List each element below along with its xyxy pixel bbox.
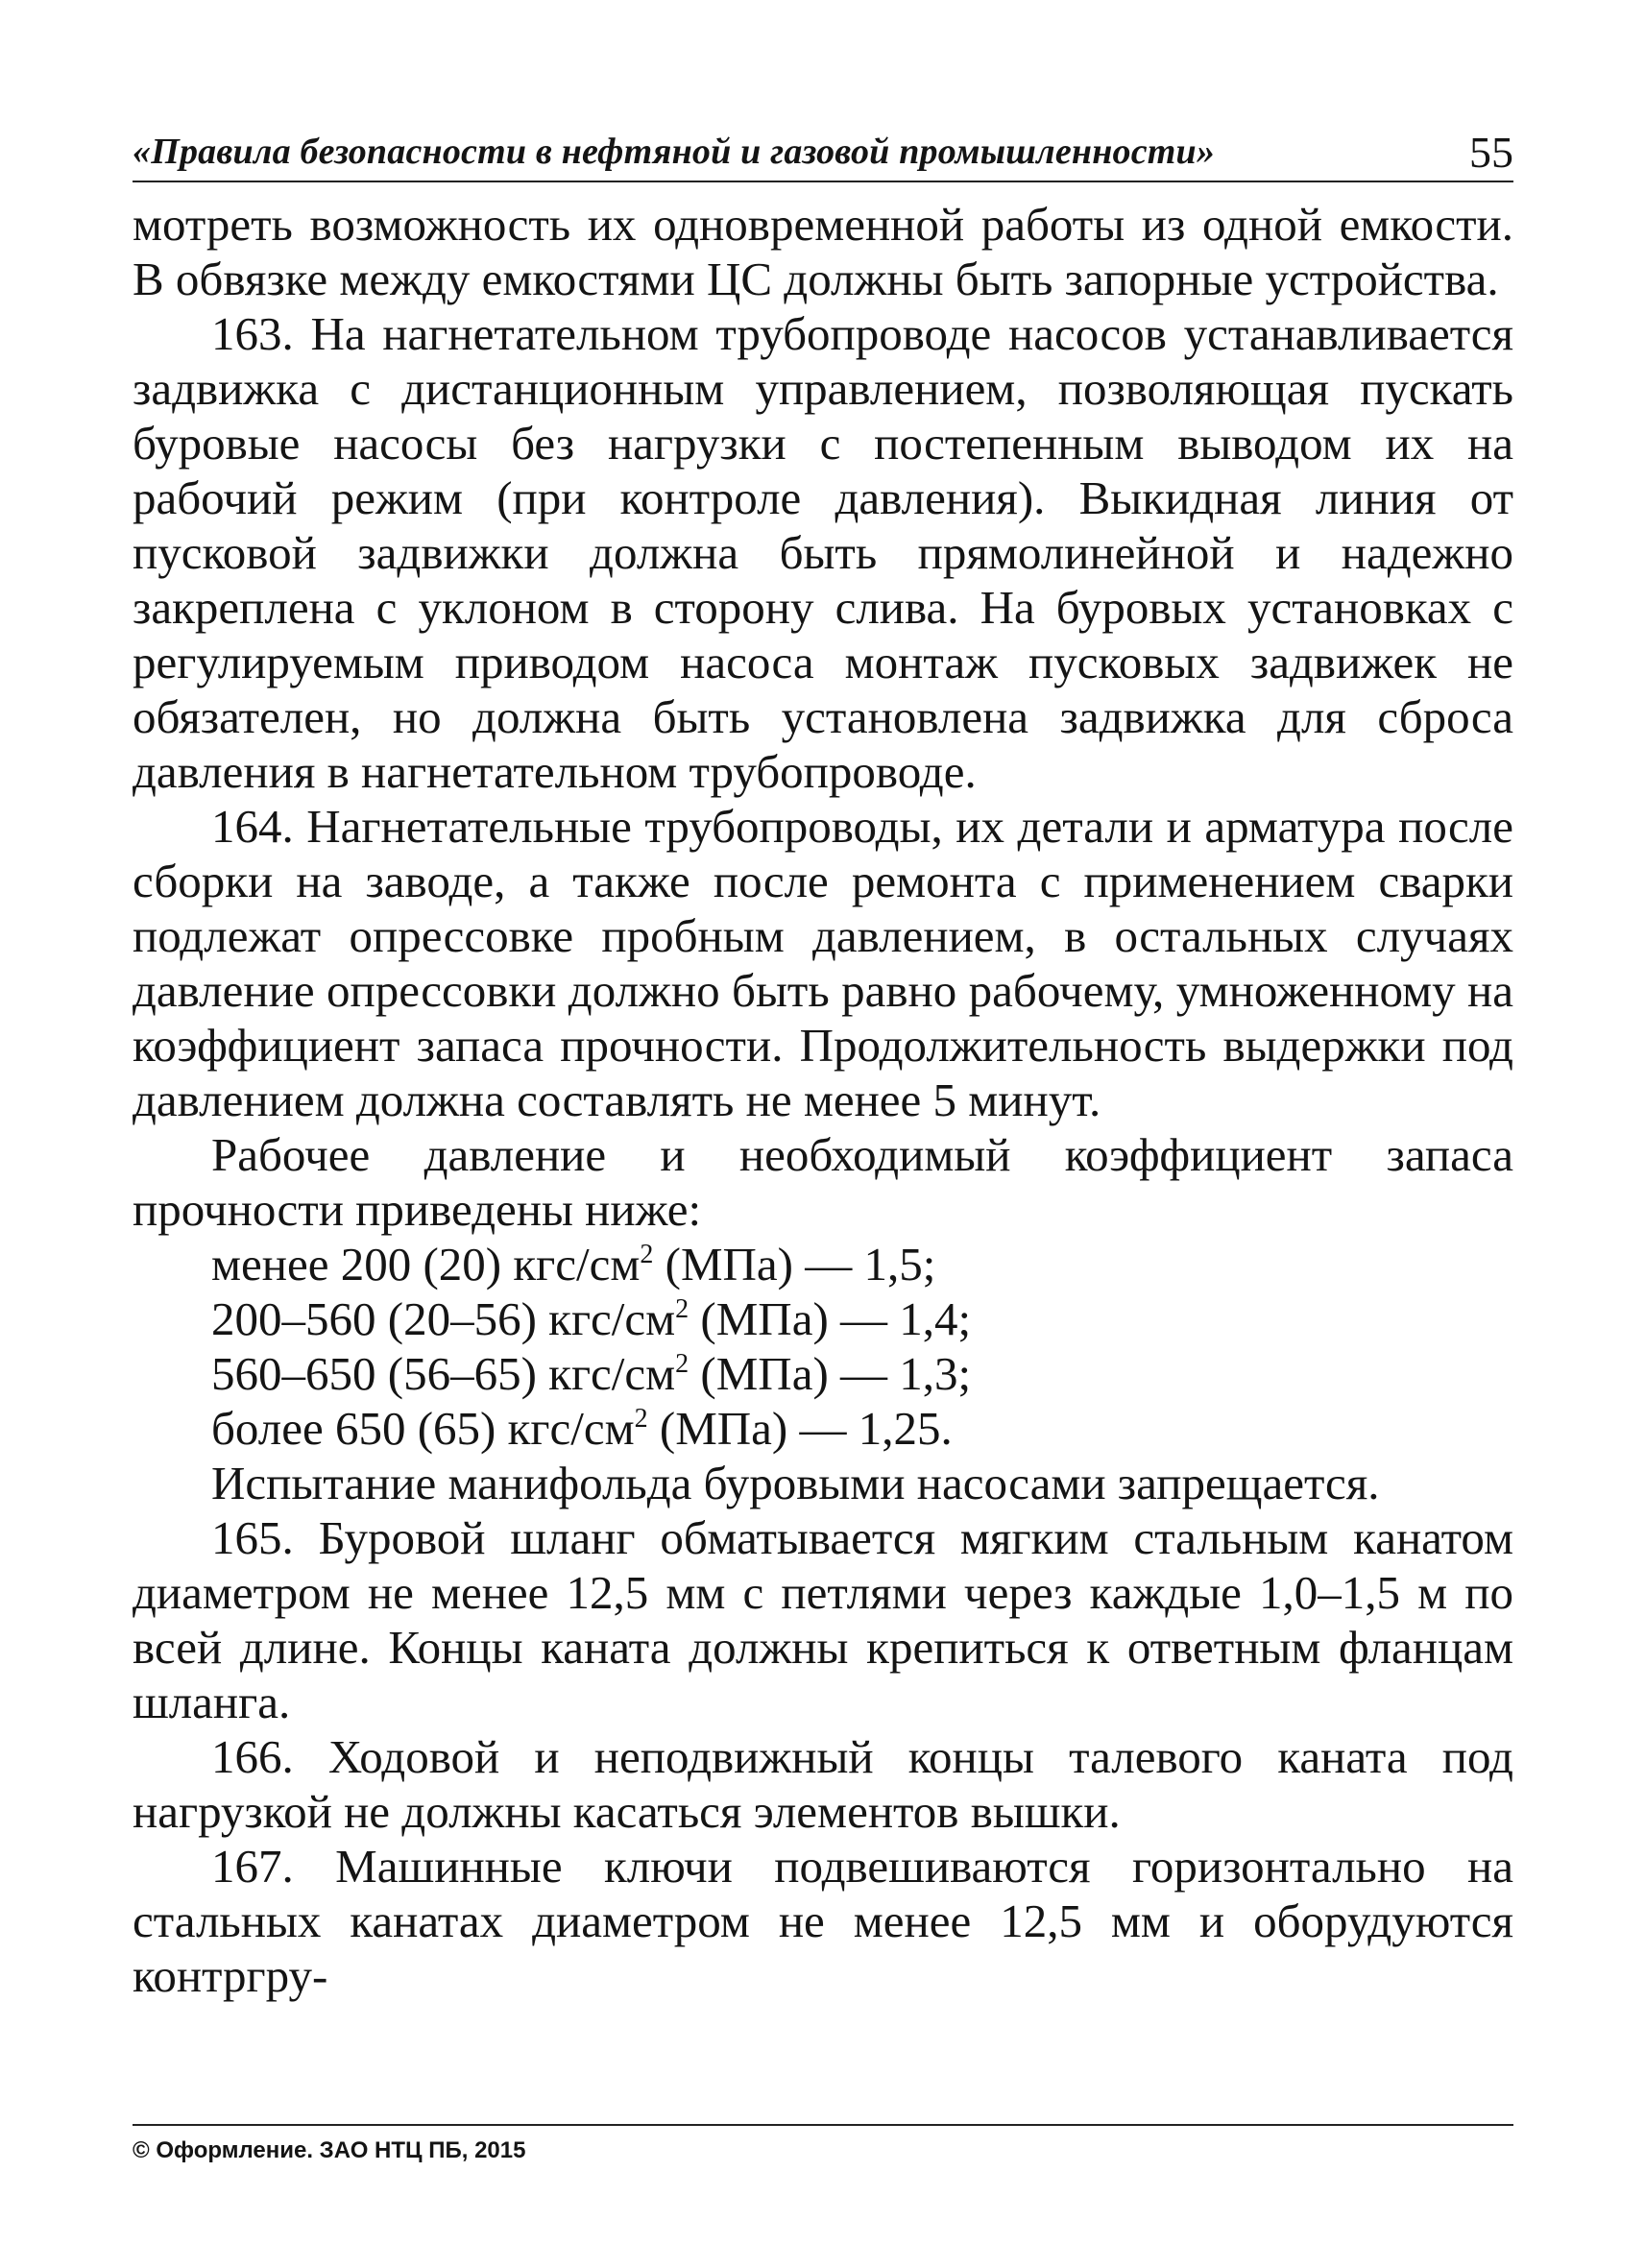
document-page: [133, 0, 1513, 2268]
paragraph-continuation: мотреть возможность их одновременной работы из одной емкости. В обвязке между емкостями ЦС должны быть запорные устройства.: [133, 198, 1513, 305]
paragraph-165: 165. Буровой шланг обматывается мягким стальным канатом диаметром не менее 12,5 мм с петлями через каждые 1,0–1,5 м по всей длине. Концы каната должны крепиться к ответным фланцам шланга.: [133, 1511, 1513, 1728]
body-text: [133, 197, 1513, 2003]
paragraph-167: 167. Машинные ключи подвешиваются горизонтально на стальных канатах диаметром не менее 12,5 мм и оборудуются контргру-: [133, 1840, 1513, 2002]
pressure-list-item: более 650 (65) кгс/$см^2$ (МПа) — 1,25.: [211, 1402, 953, 1455]
page-footer: [133, 2124, 1513, 2163]
paragraph-166: 166. Ходовой и неподвижный концы талевого каната под нагрузкой не должны касаться элементов вышки.: [133, 1730, 1513, 1838]
paragraph-163: 163. На нагнетательном трубопроводе насосов устанавливается задвижка с дистанционным управлением, позволяющая пускать буровые насосы без нагрузки с постепенным выводом их на рабочий режим (при контроле давления). Выкидная линия от пусковой задвижки должна быть прямолинейной и надежно закреплена с уклоном в сторону слива. На буровых установках с регулируемым приводом насоса монтаж пусковых задвижек не обязателен, но должна быть установлена задвижка для сброса давления в нагнетательном трубопроводе.: [133, 307, 1513, 798]
pressure-list-item: 560–650 (56–65) кгс/$см^2$ (МПа) — 1,3;: [211, 1347, 972, 1400]
pressure-list-item: менее 200 (20) кгс/$см^2$ (МПа) — 1,5;: [211, 1238, 936, 1291]
pressure-list: [133, 1237, 1513, 1456]
running-title: «Правила безопасности в нефтяной и газовой промышленности»: [133, 132, 1216, 172]
paragraph-pressure-intro: Рабочее давление и необходимый коэффициент запаса прочности приведены ниже:: [133, 1128, 1513, 1236]
pressure-list-item: 200–560 (20–56) кгс/$см^2$ (МПа) — 1,4;: [211, 1292, 972, 1345]
page-number: 55: [1469, 128, 1513, 177]
paragraph-manifold: Испытание манифольда буровыми насосами запрещается.: [211, 1457, 1380, 1509]
copyright-notice: © Оформление. ЗАО НТЦ ПБ, 2015: [133, 2137, 526, 2163]
paragraph-164: 164. Нагнетательные трубопроводы, их детали и арматура после сборки на заводе, а также после ремонта с применением сварки подлежат опрессовке пробным давлением, в остальных случаях давление опрессовки должно быть равно рабочему, умноженному на коэффициент запаса прочности. Продолжительность выдержки под давлением должна составлять не менее 5 минут.: [133, 800, 1513, 1126]
running-header: [133, 127, 1513, 182]
